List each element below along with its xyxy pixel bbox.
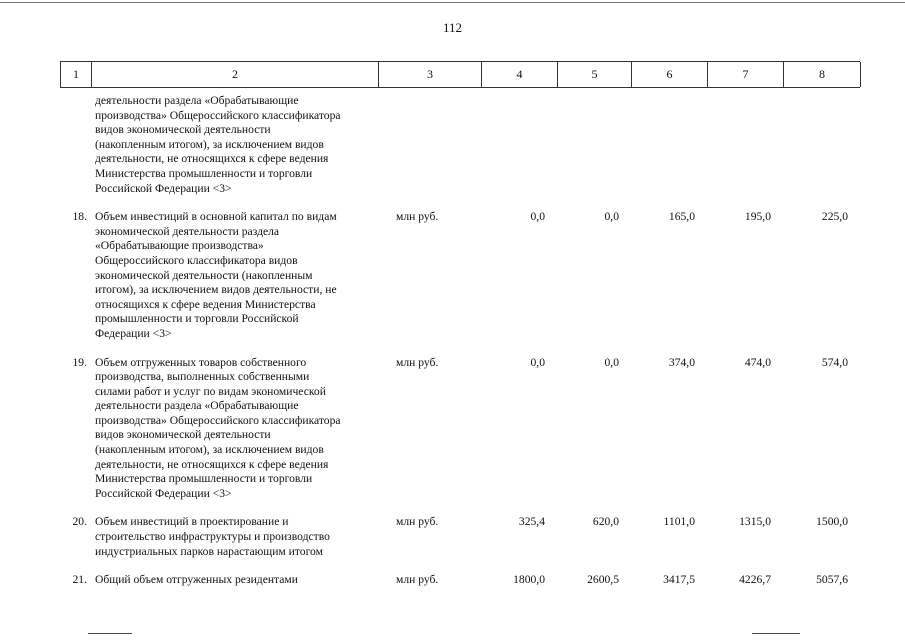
row-description: Общий объем отгруженных резидентами [95, 573, 298, 587]
row-value [707, 94, 783, 196]
column-header: 7 [708, 62, 784, 87]
row-value: 574,0 [821, 355, 848, 369]
row-number: 20. [72, 515, 87, 529]
table-row [60, 573, 860, 588]
column-header: 6 [632, 62, 708, 87]
row-value [481, 94, 557, 196]
column-header: 1 [61, 62, 92, 87]
row-value: 5057,6 [816, 573, 848, 587]
row-value: 2600,5 [587, 573, 619, 587]
column-header: 5 [558, 62, 632, 87]
data-table [60, 61, 860, 602]
column-header: 8 [784, 62, 861, 87]
row-value: 3417,5 [663, 573, 695, 587]
row-number: 18. [72, 210, 87, 224]
table-header-row [60, 61, 860, 88]
bottom-rule [752, 633, 800, 634]
row-value: 374,0 [668, 355, 695, 369]
table-row [60, 515, 860, 559]
row-unit: млн руб. [396, 515, 439, 529]
row-value: 0,0 [604, 210, 619, 224]
column-header: 3 [379, 62, 482, 87]
row-description: Объем инвестиций в основной капитал по видам экономической деятельности раздела «Обрабатывающие производства» Общероссийского классификатора видов экономической деятельности (накопленным итогом), за исключением видов деятельности, не относящихся к сфере ведения Министерства промышленности и торговли Российской Федерации <3> [95, 210, 337, 340]
row-number [60, 94, 91, 196]
row-value: 1315,0 [739, 515, 771, 529]
row-value: 4226,7 [739, 573, 771, 587]
table-row [60, 210, 860, 341]
row-value: 0,0 [604, 355, 619, 369]
row-unit [378, 94, 481, 196]
row-unit: млн руб. [396, 573, 439, 587]
row-number: 21. [72, 573, 87, 587]
row-value [631, 94, 707, 196]
bottom-rule [88, 633, 132, 634]
row-description: Объем инвестиций в проектирование и строительство инфраструктуры и производство индустриальных парков нарастающим итогом [95, 515, 330, 558]
row-value: 1800,0 [513, 573, 545, 587]
row-value: 325,4 [518, 515, 545, 529]
row-unit: млн руб. [396, 355, 439, 369]
row-value: 165,0 [668, 210, 695, 224]
table-row [60, 94, 860, 196]
column-header: 4 [482, 62, 558, 87]
row-value [783, 94, 860, 196]
table-row [60, 356, 860, 502]
row-value: 195,0 [744, 210, 771, 224]
row-description: Объем отгруженных товаров собственного производства, выполненных собственными силами работ и услуг по видам экономической деятельности раздела «Обрабатывающие производства» Общероссийского классификатора видов экономической деятельности (накопленным итогом), за исключением видов деятельности, не относящихся к сфере ведения Министерства промышленности и торговли Российской Федерации <3> [95, 355, 341, 500]
row-value: 474,0 [744, 355, 771, 369]
row-value: 0,0 [530, 355, 545, 369]
row-value [557, 94, 631, 196]
column-header: 2 [92, 62, 379, 87]
page-number: 112 [442, 20, 463, 35]
row-value: 225,0 [821, 210, 848, 224]
top-rule [0, 2, 905, 3]
row-value: 1101,0 [663, 515, 695, 529]
row-number: 19. [72, 355, 87, 369]
row-value: 1500,0 [816, 515, 848, 529]
row-value: 620,0 [592, 515, 619, 529]
row-unit: млн руб. [396, 210, 439, 224]
row-description: деятельности раздела «Обрабатывающие производства» Общероссийского классификатора видов экономической деятельности (накопленным итогом), за исключением видов деятельности, не относящихся к сфере ведения Министерства промышленности и торговли Российской Федерации <3> [95, 94, 341, 195]
row-value: 0,0 [530, 210, 545, 224]
